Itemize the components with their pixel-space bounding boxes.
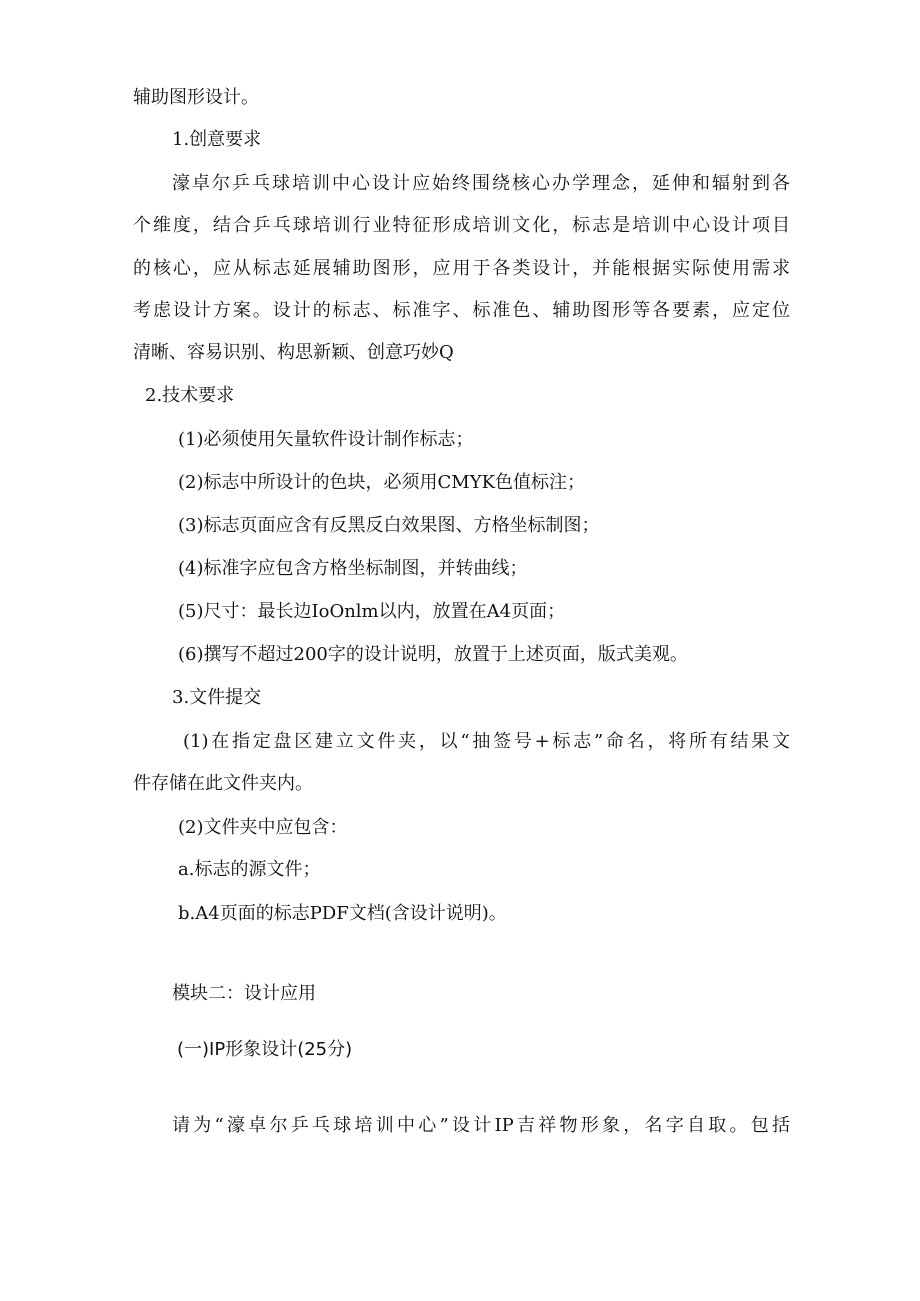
module-title: 模块二：设计应用 (172, 983, 316, 1004)
list-item: (2)标志中所设计的色块，必须用CMYK色值标注； (178, 472, 586, 493)
paragraph-line: 请为“濠卓尔乒乓球培训中心”设计IP吉祥物形象，名字自取。包括 (172, 1115, 790, 1136)
paragraph-line: 的核心，应从标志延展辅助图形，应用于各类设计，并能根据实际使用需求 (133, 258, 790, 279)
list-subitem: b.A4页面的标志PDF文档(含设计说明)。 (178, 903, 507, 924)
list-item: (1)在指定盘区建立文件夹，以“抽签号+标志”命名，将所有结果文 (183, 731, 790, 752)
list-item: (6)撰写不超过200字的设计说明，放置于上述页面，版式美观。 (178, 644, 688, 665)
list-item: (1)必须使用矢量软件设计制作标志； (178, 429, 474, 450)
paragraph-line: 考虑设计方案。设计的标志、标准字、标准色、辅助图形等各要素，应定位 (133, 300, 790, 321)
list-subitem: a.标志的源文件； (178, 859, 321, 880)
paragraph-line: 清晰、容易识别、构思新颖、创意巧妙Q (133, 342, 454, 363)
section-title-ip-design: (一)IP形象设计(25分) (177, 1039, 353, 1060)
paragraph-line: 个维度，结合乒乓球培训行业特征形成培训文化，标志是培训中心设计项目 (133, 215, 790, 236)
text-line-continuation: 辅助图形设计。 (133, 87, 259, 108)
heading-file-submission: 3.文件提交 (172, 687, 262, 708)
paragraph-line: 濠卓尔乒乓球培训中心设计应始终围绕核心办学理念，延伸和辐射到各 (172, 173, 790, 194)
list-item: (4)标准字应包含方格坐标制图，并转曲线； (178, 558, 528, 579)
list-item: (3)标志页面应含有反黑反白效果图、方格坐标制图； (178, 515, 600, 536)
heading-creative-requirements: 1.创意要求 (172, 129, 262, 150)
list-item: (2)文件夹中应包含： (178, 817, 348, 838)
list-item-continuation: 件存储在此文件夹内。 (133, 773, 313, 794)
list-item: (5)尺寸：最长边IoOnlm以内，放置在A4页面； (178, 601, 566, 622)
heading-technical-requirements: 2.技术要求 (145, 385, 235, 406)
